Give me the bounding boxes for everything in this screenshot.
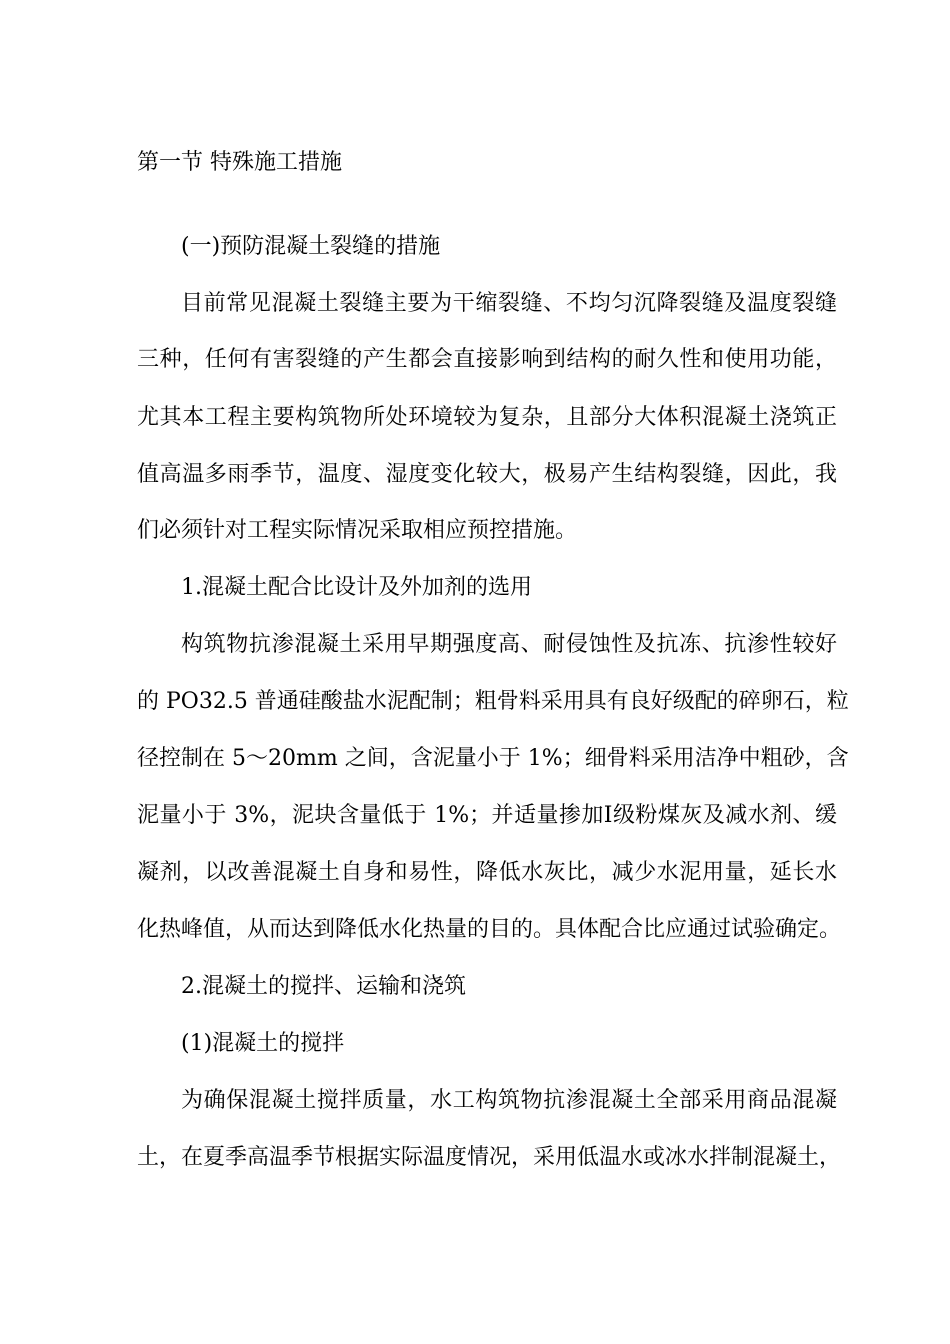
paragraph-line: 土，在夏季高温季节根据实际温度情况，采用低温水或冰水拌制混凝土， xyxy=(137,1145,842,1170)
item-heading-mixing-transport: 2.混凝土的搅拌、运输和浇筑 xyxy=(181,974,466,999)
paragraph-line: 化热峰值，从而达到降低水化热量的目的。具体配合比应通过试验确定。 xyxy=(137,917,842,942)
item-heading-mixing: (1)混凝土的搅拌 xyxy=(181,1031,345,1056)
paragraph-line: 径控制在 5～20mm 之间，含泥量小于 1%；细骨料采用洁净中粗砂，含 xyxy=(137,746,849,771)
paragraph-line: 尤其本工程主要构筑物所处环境较为复杂，且部分大体积混凝土浇筑正 xyxy=(137,405,837,430)
section-title: 第一节 特殊施工措施 xyxy=(137,150,342,175)
paragraph-line: 值高温多雨季节，温度、湿度变化较大，极易产生结构裂缝，因此，我 xyxy=(137,462,837,487)
paragraph-line: 三种，任何有害裂缝的产生都会直接影响到结构的耐久性和使用功能， xyxy=(137,347,837,372)
paragraph-line: 泥量小于 3%，泥块含量低于 1%；并适量掺加Ⅰ级粉煤灰及减水剂、缓 xyxy=(137,803,837,828)
paragraph-line: 的 PO32.5 普通硅酸盐水泥配制；粗骨料采用具有良好级配的碎卵石，粒 xyxy=(137,689,849,714)
paragraph-line: 凝剂，以改善混凝土自身和易性，降低水灰比，减少水泥用量，延长水 xyxy=(137,860,837,885)
paragraph-line: 们必须针对工程实际情况采取相应预控措施。 xyxy=(137,518,578,543)
subsection-title: (一)预防混凝土裂缝的措施 xyxy=(181,234,441,259)
paragraph-line: 目前常见混凝土裂缝主要为干缩裂缝、不均匀沉降裂缝及温度裂缝 xyxy=(181,291,837,316)
paragraph-line: 构筑物抗渗混凝土采用早期强度高、耐侵蚀性及抗冻、抗渗性较好 xyxy=(181,632,837,657)
paragraph-line: 为确保混凝土搅拌质量，水工构筑物抗渗混凝土全部采用商品混凝 xyxy=(181,1088,837,1113)
item-heading-mix-design: 1.混凝土配合比设计及外加剂的选用 xyxy=(181,575,532,600)
